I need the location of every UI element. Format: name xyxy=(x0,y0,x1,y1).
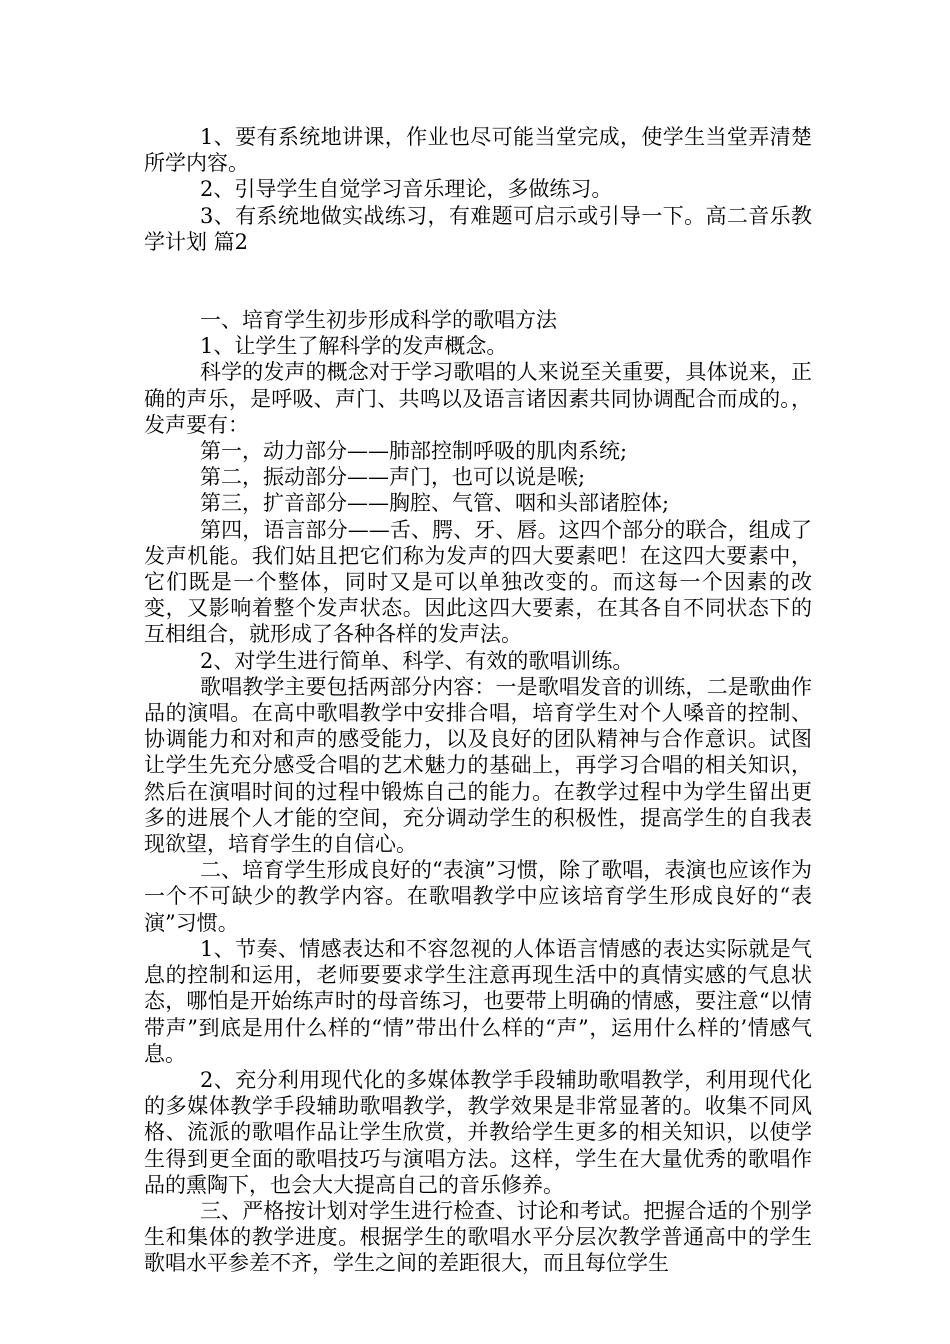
paragraph-6: 科学的发声的概念对于学习歌唱的人来说至关重要，具体说来，正确的声乐，是呼吸、声门、共鸣以及语言诸因素共同协调配合而成的。，发声要有： xyxy=(144,360,812,437)
section-heading-3: 三、严格按计划对学生进行检查、讨论和考试。把握合适的个别学生和集体的教学进度。根据学生的歌唱水平分层次教学普通高中的学生歌唱水平参差不齐，学生之间的差距很大，而且每位学生 xyxy=(144,1198,812,1276)
paragraph-15: 2、充分利用现代化的多媒体教学手段辅助歌唱教学，利用现代化的多媒体教学手段辅助歌唱教学，教学效果是非常显著的。收集不同风格、流派的歌唱作品让学生欣赏，并教给学生更多的相关知识，以使学生得到更全面的歌唱技巧与演唱方法。这样，学生在大量优秀的歌唱作品的熏陶下，也会大大提高自己的音乐修养。 xyxy=(144,1067,812,1197)
paragraph-14: 1、节奏、情感表达和不容忽视的人体语言情感的表达实际就是气息的控制和运用，老师要要求学生注意再现生活中的真情实感的气息状态，哪怕是开始练声时的母音练习，也要带上明确的情感，要注意“以情带声”到底是用什么样的“情”带出什么样的“声”，运用什么样的’情感气息。 xyxy=(144,936,812,1066)
section-heading-2: 二、培育学生形成良好的“表演”习惯，除了歌唱，表演也应该作为一个不可缺少的教学内容。在歌唱教学中应该培育学生形成良好的“表演”习惯。 xyxy=(144,858,812,935)
paragraph-3: 3、有系统地做实战练习，有难题可启示或引导一下。高二音乐教学计划 篇2 xyxy=(144,203,812,254)
paragraph-12: 歌唱教学主要包括两部分内容：一是歌唱发音的训练，二是歌曲作品的演唱。在高中歌唱教学中安排合唱，培育学生对个人嗓音的控制、协调能力和对和声的感受能力，以及良好的团队精神与合作意识。试图让学生先充分感受合唱的艺术魅力的基础上，再学习合唱的相关知识，然后在演唱时间的过程中锻炼自己的能力。在教学过程中为学生留出更多的进展个人才能的空间，充分调动学生的积极性，提高学生的自我表现欲望，培育学生的自信心。 xyxy=(144,674,812,857)
section-heading-1: 一、培育学生初步形成科学的歌唱方法 xyxy=(200,308,557,333)
paragraph-9: 第三，扩音部分——胸腔、气管、咽和头部诸腔体; xyxy=(200,491,670,516)
paragraph-10: 第四，语言部分——舌、腭、牙、唇。这四个部分的联合，组成了发声机能。我们姑且把它们称为发声的四大要素吧！在这四大要素中，它们既是一个整体，同时又是可以单独改变的。而这每一个因素的改变，又影响着整个发声状态。因此这四大要素，在其各自不同状态下的互相组合，就形成了各种各样的发声法。 xyxy=(144,517,812,647)
paragraph-7: 第一，动力部分——肺部控制呼吸的肌肉系统; xyxy=(200,439,628,464)
document-body xyxy=(144,124,812,1277)
paragraph-8: 第二，振动部分——声门，也可以说是喉; xyxy=(200,465,586,490)
paragraph-2: 2、引导学生自觉学习音乐理论，多做练习。 xyxy=(200,177,613,202)
paragraph-1: 1、要有系统地讲课，作业也尽可能当堂完成，使学生当堂弄清楚所学内容。 xyxy=(144,125,812,176)
paragraph-5: 1、让学生了解科学的发声概念。 xyxy=(200,334,508,359)
paragraph-11: 2、对学生进行简单、科学、有效的歌唱训练。 xyxy=(200,648,634,673)
